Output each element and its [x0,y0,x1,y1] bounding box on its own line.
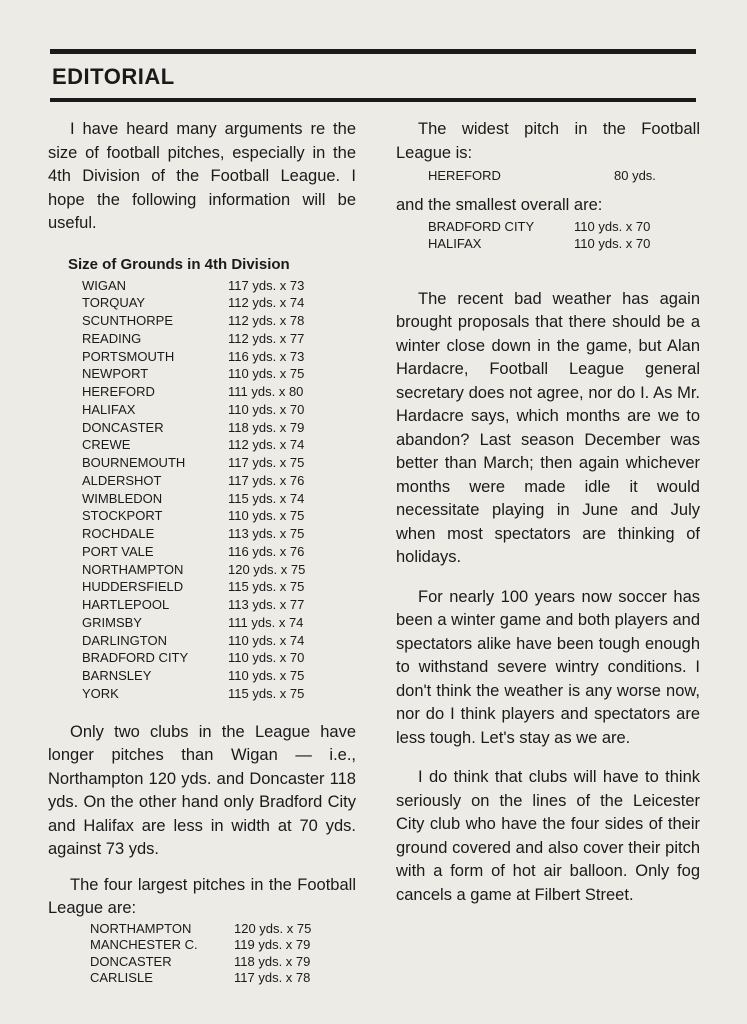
club-name: BRADFORD CITY [82,650,189,666]
pitch-size: 110 yds. x 75 [228,508,305,524]
club-name: NORTHAMPTON [90,920,192,936]
table-row [82,596,305,614]
table-row [82,490,305,508]
pitch-size: 117 yds. x 76 [228,472,305,488]
club-name: NEWPORT [82,366,149,382]
club-name: HALIFAX [82,401,136,417]
club-name: YORK [82,685,119,701]
table-row [82,649,305,667]
left-column [48,118,356,987]
club-name: BARNSLEY [82,668,152,683]
club-name: HEREFORD [82,384,155,399]
table-row [82,561,305,579]
pitch-size: 110 yds. x 75 [228,366,305,382]
weather-paragraph: The recent bad weather has again brought proposals that there should be a winter close down in the game, but Alan Hardacre, Football League general secretary does not agree, nor do I. As Mr. Hardacre says, which months are we to abandon? Last season December was better than March; then again whichever months were made idle it would necessitate playing in June and July when most spectators are thinking of holidays. [396,289,700,566]
pitch-size: 120 yds. x 75 [234,920,312,936]
table-row [82,277,305,295]
table-row [428,235,650,252]
smallest-intro-paragraph: and the smallest overall are: [396,196,603,214]
table-row [82,401,305,419]
club-name: HARTLEPOOL [82,597,170,612]
club-name: TORQUAY [82,295,146,311]
club-name: PORT VALE [82,543,154,559]
table-row [82,454,305,472]
club-name: MANCHESTER C. [90,937,198,952]
pitch-size: 113 yds. x 75 [228,526,305,541]
table-row [428,218,650,235]
table-row [82,348,305,366]
club-name: PORTSMOUTH [82,348,175,364]
table-row [82,312,305,330]
club-name: HEREFORD [428,168,501,183]
widest-pitch-table [428,167,656,184]
table-row [82,294,305,312]
top-rule [50,49,696,54]
club-name: GRIMSBY [82,614,142,630]
club-name: DARLINGTON [82,632,167,648]
pitch-size: 110 yds. x 70 [574,218,651,234]
pitch-size: 110 yds. x 74 [228,632,305,648]
table-row [82,578,305,596]
pitch-size: 115 yds. x 75 [228,579,305,595]
club-name: WIMBLEDON [82,490,163,506]
pitch-size: 115 yds. x 75 [228,685,305,701]
intro-paragraph: I have heard many arguments re the size of football pitches, especially in the 4th Division of the Football League. I hope the following information will be useful. [48,120,356,232]
table-row [82,685,305,703]
pitch-size: 117 yds. x 78 [234,970,311,985]
pitch-size: 119 yds. x 79 [234,937,311,952]
table-row [90,921,311,938]
smallest-pitches-table [428,218,650,252]
table-row [82,614,305,632]
pitch-size: 111 yds. x 74 [228,614,304,630]
table-row [82,543,305,561]
longer-pitches-paragraph: Only two clubs in the League have longer pitches than Wigan — i.e., Northampton 120 yds. and Doncaster 118 yds. On the other hand only Bradford City and Halifax are less in width at 70 yds. against 73 yds. [48,722,356,858]
club-name: HUDDERSFIELD [82,579,184,595]
table-row [82,436,305,454]
table-row [90,937,311,954]
pitch-size: 117 yds. x 73 [228,277,305,293]
table-row [82,383,305,401]
table-row [82,632,305,650]
club-name: HALIFAX [428,235,482,251]
table-row [90,970,311,987]
grounds-table-title: Size of Grounds in 4th Division [68,255,290,273]
table-row [82,330,305,348]
pitch-size: 112 yds. x 78 [228,313,305,328]
pitch-size: 113 yds. x 77 [228,597,305,612]
hundred-years-paragraph: For nearly 100 years now soccer has been a winter game and both players and spectators alike have been tough enough to withstand severe wintry conditions. I don't think the weather is any worse now, nor do I think players and spectators are less tough. Let's stay as we are. [396,587,700,747]
club-name: BRADFORD CITY [428,218,535,234]
club-name: CARLISLE [90,970,153,985]
table-row [82,667,305,685]
pitch-size: 80 yds. [614,168,656,183]
pitch-size: 110 yds. x 70 [574,235,651,251]
table-row [82,419,305,437]
largest-pitches-table [90,921,311,987]
largest-intro-paragraph: The four largest pitches in the Football League are: [48,875,356,917]
club-name: ALDERSHOT [82,472,162,488]
club-name: DONCASTER [82,419,164,435]
table-row [82,525,305,543]
pitch-size: 118 yds. x 79 [234,953,311,969]
pitch-size: 110 yds. x 70 [228,650,305,666]
table-row [428,167,656,184]
grounds-table [82,277,305,703]
pitch-size: 112 yds. x 77 [228,330,305,346]
pitch-size: 120 yds. x 75 [228,561,306,577]
club-name: WIGAN [82,277,127,293]
club-name: CREWE [82,437,131,453]
club-name: READING [82,330,142,346]
pitch-size: 110 yds. x 70 [228,401,305,417]
pitch-size: 111 yds. x 80 [228,384,304,399]
pitch-size: 116 yds. x 76 [228,543,305,559]
table-row [90,954,311,971]
page-title: EDITORIAL [52,64,175,89]
club-name: ROCHDALE [82,526,155,541]
club-name: SCUNTHORPE [82,313,174,328]
table-row [82,365,305,383]
pitch-size: 112 yds. x 74 [228,295,305,311]
widest-intro-paragraph: The widest pitch in the Football League is: [396,120,700,162]
club-name: NORTHAMPTON [82,561,184,577]
leicester-paragraph: I do think that clubs will have to think seriously on the lines of the Leicester City club who have the four sides of their ground covered and also cover their pitch with a form of hot air balloon. Only fog cancels a game at Filbert Street. [396,768,700,904]
table-row [82,472,305,490]
pitch-size: 117 yds. x 75 [228,455,305,470]
pitch-size: 110 yds. x 75 [228,668,305,683]
club-name: STOCKPORT [82,508,163,524]
club-name: DONCASTER [90,953,172,969]
right-column [396,118,700,907]
club-name: BOURNEMOUTH [82,455,186,470]
heading-rule [50,98,696,102]
pitch-size: 118 yds. x 79 [228,419,305,435]
pitch-size: 115 yds. x 74 [228,490,305,506]
pitch-size: 112 yds. x 74 [228,437,305,453]
table-row [82,507,305,525]
pitch-size: 116 yds. x 73 [228,348,305,364]
